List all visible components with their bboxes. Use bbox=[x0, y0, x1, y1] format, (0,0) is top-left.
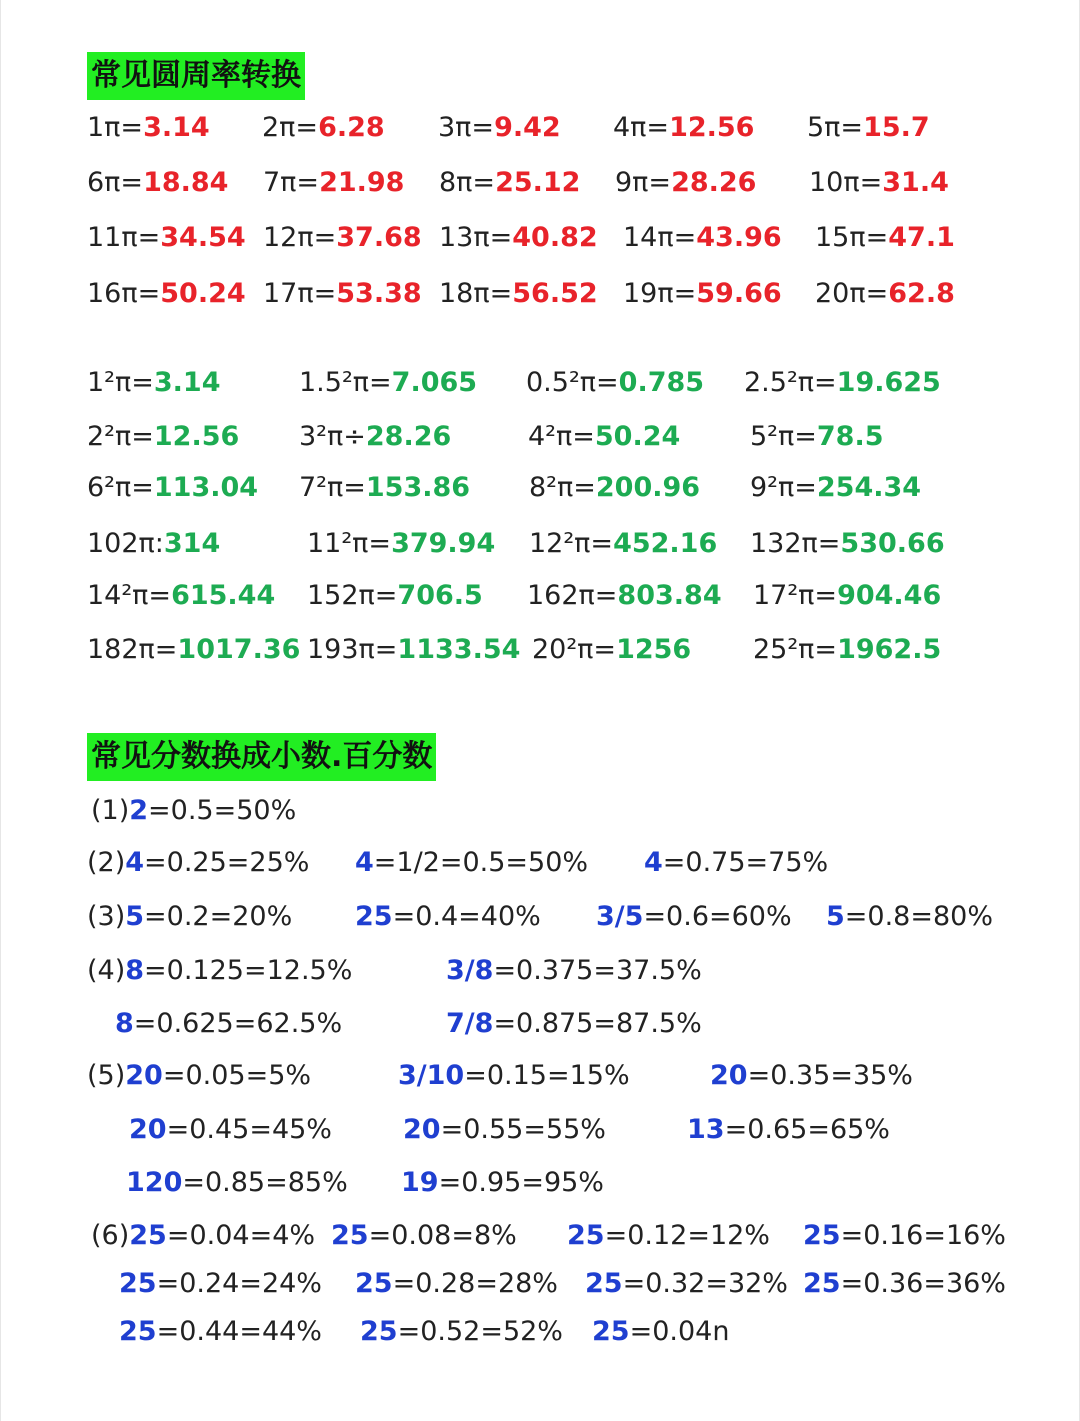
fraction-denominator: 25 bbox=[360, 1316, 398, 1347]
fraction-conversion: =0.36=36% bbox=[840, 1268, 1006, 1299]
fraction-conversion: =0.95=95% bbox=[438, 1167, 604, 1198]
fraction-conversion: =0.32=32% bbox=[622, 1268, 788, 1299]
pi-square-item bbox=[307, 526, 495, 562]
fraction-item bbox=[115, 1006, 342, 1042]
pi-square-expression: 1.5²π= bbox=[299, 367, 392, 398]
pi-value: 12.56 bbox=[669, 112, 755, 143]
pi-multiple-item bbox=[263, 165, 404, 201]
pi-square-value: 379.94 bbox=[391, 528, 496, 559]
pi-square-expression: 132π= bbox=[750, 528, 841, 559]
pi-square-value: 12.56 bbox=[153, 421, 240, 452]
fraction-conversion: =0.875=87.5% bbox=[493, 1008, 702, 1039]
fraction-denominator: 20 bbox=[710, 1060, 748, 1091]
pi-square-item bbox=[753, 578, 941, 614]
pi-expression: 8π= bbox=[439, 167, 496, 198]
pi-square-item bbox=[299, 470, 470, 506]
pi-multiple-item bbox=[87, 110, 210, 146]
fraction-item bbox=[355, 845, 588, 881]
pi-square-value: 7.065 bbox=[391, 367, 478, 398]
pi-value: 21.98 bbox=[319, 167, 405, 198]
pi-multiple-item bbox=[623, 220, 782, 256]
pi-expression: 5π= bbox=[807, 112, 864, 143]
pi-square-expression: 12²π= bbox=[529, 528, 614, 559]
fraction-item bbox=[585, 1266, 788, 1302]
pi-expression: 15π= bbox=[815, 222, 889, 253]
fraction-conversion: =0.55=55% bbox=[440, 1114, 606, 1145]
fraction-denominator: 25 bbox=[355, 1268, 393, 1299]
pi-expression: 3π= bbox=[438, 112, 495, 143]
fraction-conversion: =0.05=5% bbox=[162, 1060, 312, 1091]
fraction-denominator: 120 bbox=[126, 1167, 183, 1198]
fraction-item bbox=[87, 953, 352, 989]
pi-expression: 2π= bbox=[262, 112, 319, 143]
pi-square-item bbox=[744, 365, 941, 401]
pi-square-item bbox=[87, 365, 221, 401]
group-label: (2) bbox=[87, 847, 126, 878]
fraction-denominator: 4 bbox=[125, 847, 145, 878]
pi-square-value: 1962.5 bbox=[837, 634, 942, 665]
pi-square-item bbox=[750, 526, 945, 562]
pi-value: 47.1 bbox=[888, 222, 955, 253]
fraction-conversion: =0.12=12% bbox=[604, 1220, 770, 1251]
pi-multiple-item bbox=[262, 110, 385, 146]
fraction-conversion: =0.6=60% bbox=[643, 901, 792, 932]
fraction-conversion: =0.75=75% bbox=[662, 847, 829, 878]
pi-value: 53.38 bbox=[336, 278, 422, 309]
pi-square-value: 904.46 bbox=[837, 580, 942, 611]
pi-square-item bbox=[526, 365, 704, 401]
fraction-conversion: =0.45=45% bbox=[166, 1114, 332, 1145]
fraction-item bbox=[87, 845, 309, 881]
fraction-denominator: 25 bbox=[803, 1268, 841, 1299]
pi-square-expression: 6²π= bbox=[87, 472, 154, 503]
pi-square-expression: 20²π= bbox=[532, 634, 617, 665]
pi-expression: 14π= bbox=[623, 222, 697, 253]
pi-square-expression: 11²π= bbox=[307, 528, 392, 559]
pi-square-value: 615.44 bbox=[171, 580, 276, 611]
fraction-conversion: =0.04n bbox=[629, 1316, 730, 1347]
group-label: (3) bbox=[87, 901, 126, 932]
fraction-denominator: 7/8 bbox=[446, 1008, 494, 1039]
pi-square-item bbox=[529, 470, 700, 506]
fraction-conversion: =0.2=20% bbox=[144, 901, 293, 932]
fraction-denominator: 25 bbox=[119, 1268, 157, 1299]
fraction-denominator: 3/8 bbox=[446, 955, 494, 986]
fraction-item bbox=[826, 899, 993, 935]
pi-square-expression: 5²π= bbox=[750, 421, 817, 452]
pi-square-value: 153.86 bbox=[365, 472, 471, 503]
fraction-denominator: 19 bbox=[401, 1167, 439, 1198]
fraction-conversion: =0.5=50% bbox=[148, 795, 297, 826]
pi-square-value: 452.16 bbox=[613, 528, 718, 559]
pi-square-item bbox=[528, 419, 680, 455]
pi-multiple-item bbox=[815, 276, 955, 312]
fraction-conversion: =0.625=62.5% bbox=[133, 1008, 343, 1039]
section-heading-pi: 常见圆周率转换 bbox=[87, 52, 305, 100]
pi-expression: 6π= bbox=[87, 167, 144, 198]
pi-value: 50.24 bbox=[160, 278, 246, 309]
pi-square-expression: 8²π= bbox=[529, 472, 596, 503]
fraction-denominator: 2 bbox=[129, 795, 149, 826]
pi-square-expression: 2²π= bbox=[87, 421, 154, 452]
pi-multiple-item bbox=[87, 220, 246, 256]
fraction-item bbox=[710, 1058, 913, 1094]
pi-expression: 4π= bbox=[613, 112, 670, 143]
group-label: (6) bbox=[91, 1220, 130, 1251]
fraction-conversion: =0.44=44% bbox=[156, 1316, 322, 1347]
pi-value: 59.66 bbox=[696, 278, 782, 309]
fraction-conversion: =0.28=28% bbox=[392, 1268, 558, 1299]
pi-square-item bbox=[87, 632, 300, 668]
fraction-item bbox=[401, 1165, 604, 1201]
fraction-conversion: =0.4=40% bbox=[392, 901, 541, 932]
pi-value: 31.4 bbox=[882, 167, 949, 198]
pi-expression: 18π= bbox=[439, 278, 513, 309]
pi-square-item bbox=[299, 419, 451, 455]
fraction-denominator: 25 bbox=[355, 901, 393, 932]
pi-square-value: 50.24 bbox=[594, 421, 681, 452]
pi-square-expression: 4²π= bbox=[528, 421, 595, 452]
fraction-denominator: 4 bbox=[355, 847, 374, 878]
pi-square-expression: 7²π= bbox=[299, 472, 366, 503]
fraction-conversion: =0.125=12.5% bbox=[144, 955, 353, 986]
fraction-conversion: =0.65=65% bbox=[724, 1114, 890, 1145]
pi-value: 43.96 bbox=[696, 222, 782, 253]
fraction-denominator: 20 bbox=[129, 1114, 167, 1145]
fraction-denominator: 25 bbox=[119, 1316, 157, 1347]
pi-multiple-item bbox=[807, 110, 930, 146]
pi-square-value: 706.5 bbox=[397, 580, 483, 611]
pi-value: 34.54 bbox=[160, 222, 246, 253]
pi-value: 28.26 bbox=[671, 167, 757, 198]
pi-square-expression: 2.5²π= bbox=[744, 367, 837, 398]
pi-expression: 19π= bbox=[623, 278, 697, 309]
pi-value: 6.28 bbox=[318, 112, 385, 143]
pi-square-value: 200.96 bbox=[595, 472, 701, 503]
pi-multiple-item bbox=[615, 165, 756, 201]
pi-square-expression: 1²π= bbox=[87, 367, 154, 398]
fraction-denominator: 25 bbox=[592, 1316, 630, 1347]
fraction-denominator: 25 bbox=[567, 1220, 605, 1251]
pi-square-expression: 193π= bbox=[307, 634, 398, 665]
pi-square-expression: 0.5²π= bbox=[526, 367, 619, 398]
pi-value: 3.14 bbox=[143, 112, 210, 143]
pi-square-value: 530.66 bbox=[840, 528, 945, 559]
pi-expression: 12π= bbox=[263, 222, 337, 253]
fraction-denominator: 25 bbox=[585, 1268, 623, 1299]
fraction-item bbox=[119, 1314, 322, 1350]
pi-square-value: 314 bbox=[163, 528, 221, 559]
pi-square-expression: 162π= bbox=[527, 580, 618, 611]
fraction-denominator: 20 bbox=[125, 1060, 163, 1091]
fraction-conversion: =0.52=52% bbox=[397, 1316, 563, 1347]
pi-square-value: 28.26 bbox=[365, 421, 452, 452]
pi-expression: 13π= bbox=[439, 222, 513, 253]
fraction-denominator: 4 bbox=[644, 847, 663, 878]
pi-square-item bbox=[87, 578, 275, 614]
pi-square-item bbox=[299, 365, 477, 401]
group-label: (5) bbox=[87, 1060, 126, 1091]
fraction-denominator: 3/5 bbox=[596, 901, 644, 932]
pi-expression: 1π= bbox=[87, 112, 144, 143]
pi-square-value: 3.14 bbox=[153, 367, 221, 398]
fraction-conversion: =0.08=8% bbox=[368, 1220, 517, 1251]
pi-multiple-item bbox=[815, 220, 955, 256]
pi-square-expression: 182π= bbox=[87, 634, 178, 665]
fraction-item bbox=[331, 1218, 517, 1254]
fraction-denominator: 8 bbox=[115, 1008, 134, 1039]
pi-square-item bbox=[750, 419, 884, 455]
fraction-conversion: =0.24=24% bbox=[156, 1268, 322, 1299]
pi-expression: 9π= bbox=[615, 167, 672, 198]
fraction-item bbox=[355, 1266, 558, 1302]
pi-multiple-item bbox=[439, 165, 580, 201]
fraction-item bbox=[87, 899, 292, 935]
fraction-conversion: =0.15=15% bbox=[464, 1060, 630, 1091]
fraction-denominator: 3/10 bbox=[398, 1060, 465, 1091]
pi-square-value: 78.5 bbox=[816, 421, 884, 452]
pi-multiple-item bbox=[87, 276, 246, 312]
pi-multiple-item bbox=[439, 220, 598, 256]
fraction-item bbox=[567, 1218, 770, 1254]
fraction-item bbox=[446, 1006, 702, 1042]
pi-multiple-item bbox=[613, 110, 754, 146]
group-label: (1) bbox=[91, 795, 130, 826]
fraction-denominator: 25 bbox=[331, 1220, 369, 1251]
fraction-item bbox=[87, 1058, 311, 1094]
pi-value: 37.68 bbox=[336, 222, 422, 253]
pi-multiple-item bbox=[623, 276, 782, 312]
fraction-item bbox=[803, 1266, 1006, 1302]
fraction-item bbox=[398, 1058, 630, 1094]
pi-square-item bbox=[529, 526, 717, 562]
section-heading-fractions: 常见分数换成小数.百分数 bbox=[87, 733, 436, 781]
pi-multiple-item bbox=[439, 276, 598, 312]
pi-expression: 10π= bbox=[809, 167, 883, 198]
fraction-conversion: =0.16=16% bbox=[840, 1220, 1006, 1251]
pi-square-value: 19.625 bbox=[836, 367, 941, 398]
pi-multiple-item bbox=[263, 276, 422, 312]
pi-square-item bbox=[87, 470, 258, 506]
pi-square-value: 1017.36 bbox=[177, 634, 301, 665]
pi-square-item bbox=[87, 419, 239, 455]
fraction-item bbox=[360, 1314, 563, 1350]
fraction-item bbox=[91, 793, 296, 829]
fraction-item bbox=[596, 899, 792, 935]
pi-square-item bbox=[527, 578, 722, 614]
fraction-denominator: 25 bbox=[803, 1220, 841, 1251]
pi-value: 40.82 bbox=[512, 222, 598, 253]
pi-value: 62.8 bbox=[888, 278, 955, 309]
pi-square-item bbox=[307, 632, 520, 668]
fraction-denominator: 8 bbox=[125, 955, 145, 986]
fraction-item bbox=[129, 1112, 332, 1148]
fraction-item bbox=[355, 899, 541, 935]
pi-square-expression: 14²π= bbox=[87, 580, 172, 611]
fraction-conversion: =0.85=85% bbox=[182, 1167, 348, 1198]
fraction-item bbox=[644, 845, 828, 881]
pi-value: 15.7 bbox=[863, 112, 930, 143]
fraction-conversion: =0.375=37.5% bbox=[493, 955, 702, 986]
pi-square-value: 254.34 bbox=[816, 472, 922, 503]
fraction-item bbox=[403, 1112, 606, 1148]
pi-square-expression: 102π: bbox=[87, 528, 164, 559]
pi-square-item bbox=[87, 526, 220, 562]
fraction-conversion: =0.35=35% bbox=[747, 1060, 913, 1091]
pi-square-expression: 152π= bbox=[307, 580, 398, 611]
fraction-denominator: 13 bbox=[687, 1114, 725, 1145]
pi-square-item bbox=[753, 632, 941, 668]
fraction-item bbox=[592, 1314, 729, 1350]
pi-square-value: 0.785 bbox=[618, 367, 705, 398]
pi-value: 25.12 bbox=[495, 167, 581, 198]
pi-expression: 16π= bbox=[87, 278, 161, 309]
pi-multiple-item bbox=[438, 110, 561, 146]
pi-expression: 17π= bbox=[263, 278, 337, 309]
pi-square-item bbox=[750, 470, 921, 506]
pi-square-value: 1256 bbox=[616, 634, 692, 665]
pi-expression: 7π= bbox=[263, 167, 320, 198]
fraction-item bbox=[687, 1112, 890, 1148]
pi-square-value: 1133.54 bbox=[397, 634, 521, 665]
fraction-denominator: 20 bbox=[403, 1114, 441, 1145]
fraction-denominator: 25 bbox=[129, 1220, 167, 1251]
pi-multiple-item bbox=[87, 165, 228, 201]
pi-value: 56.52 bbox=[512, 278, 598, 309]
fraction-conversion: =0.8=80% bbox=[844, 901, 993, 932]
pi-square-expression: 9²π= bbox=[750, 472, 817, 503]
pi-square-item bbox=[532, 632, 691, 668]
fraction-item bbox=[126, 1165, 348, 1201]
fraction-conversion: =1/2=0.5=50% bbox=[373, 847, 589, 878]
pi-square-value: 113.04 bbox=[153, 472, 259, 503]
fraction-item bbox=[91, 1218, 315, 1254]
pi-square-expression: 3²π÷ bbox=[299, 421, 366, 452]
fraction-conversion: =0.25=25% bbox=[144, 847, 310, 878]
fraction-item bbox=[119, 1266, 322, 1302]
fraction-denominator: 5 bbox=[125, 901, 145, 932]
pi-value: 18.84 bbox=[143, 167, 229, 198]
fraction-conversion: =0.04=4% bbox=[166, 1220, 316, 1251]
pi-multiple-item bbox=[263, 220, 422, 256]
fraction-item bbox=[803, 1218, 1006, 1254]
fraction-denominator: 5 bbox=[826, 901, 845, 932]
pi-square-expression: 25²π= bbox=[753, 634, 838, 665]
pi-expression: 20π= bbox=[815, 278, 889, 309]
pi-value: 9.42 bbox=[494, 112, 561, 143]
pi-multiple-item bbox=[809, 165, 949, 201]
group-label: (4) bbox=[87, 955, 126, 986]
pi-square-expression: 17²π= bbox=[753, 580, 838, 611]
fraction-item bbox=[446, 953, 702, 989]
pi-expression: 11π= bbox=[87, 222, 161, 253]
pi-square-item bbox=[307, 578, 483, 614]
pi-square-value: 803.84 bbox=[617, 580, 722, 611]
